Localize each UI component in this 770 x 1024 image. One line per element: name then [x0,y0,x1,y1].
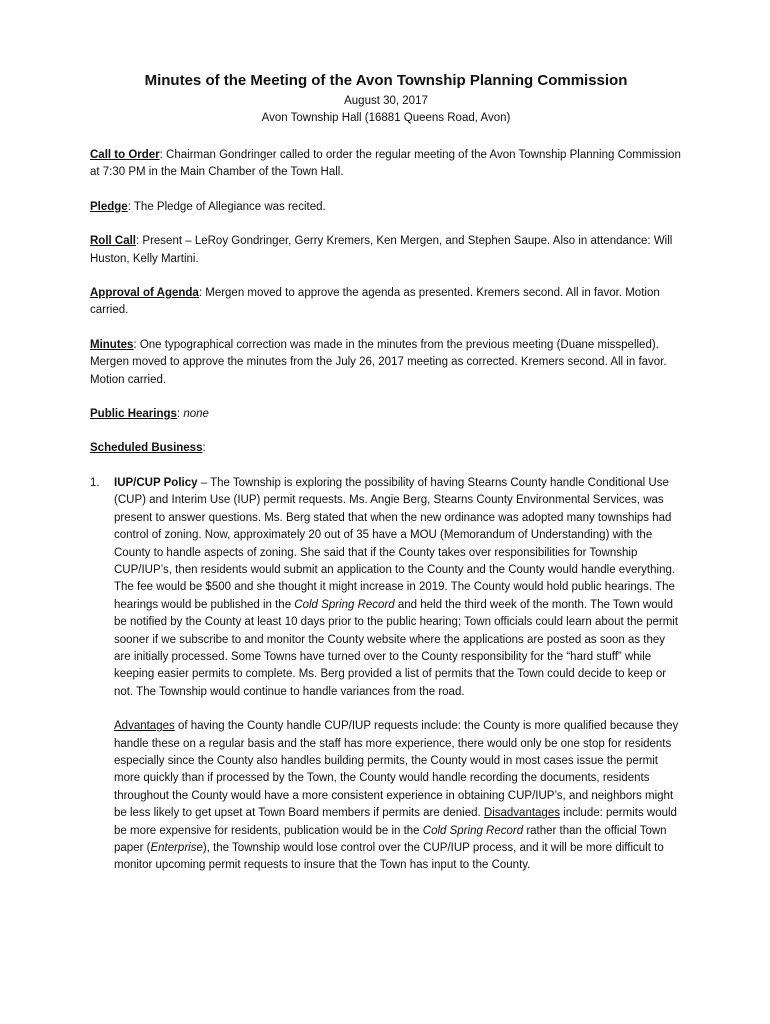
public-hearings-colon: : [176,408,184,421]
call-to-order-paragraph [90,147,682,182]
minutes-label: Minutes [90,338,134,351]
item-body [114,475,682,875]
meeting-date: August 30, 2017 [344,95,428,107]
pledge-paragraph [90,199,682,216]
item-number: 1. [90,476,100,489]
public-hearings-value: none [183,408,209,421]
item-title: IUP/CUP Policy [114,476,198,489]
item-text-b: and held the third week of the month. The Town would be notified by the County at least 10 days prior to the public hearing; Town officials could learn about the permit sooner if we subscribe to and monitor the County website where the applications are posted as soon as they are initially processed. Some Towns have turned over to the County responsibility for the “hard stuff” while keeping easier permits to complete. Ms. Berg provided a list of permits that the Town could decide to keep or not. The Township would continue to handle variances from the road. [114,598,679,698]
list-item [90,475,682,875]
approval-agenda-text: : Mergen moved to approve the agenda as presented. Kremers second. All in favor. Motion carried. [90,287,660,317]
roll-call-paragraph [90,233,682,268]
advantages-paragraph [114,718,682,875]
document-title: Minutes of the Meeting of the Avon Township Planning Commission [144,72,628,89]
pledge-label: Pledge [90,200,128,213]
disadvantages-label: Disadvantages [483,807,560,820]
approval-agenda-label: Approval of Agenda [90,287,199,300]
scheduled-business-colon: : [202,442,206,455]
advantages-text: of having the County handle CUP/IUP requests include: the County is more qualified because they handle these on a regular basis and the staff has more experience, there would only be one stop for residents especially since the County also handles building permits, the County would in most cases issue the permit more quickly than if processed by the Town, the County would handle recording the documents, residents throughout the County would have a more consistent experience in obtaining CUP/IUP’s, and neighbors might be less likely to get upset at Town Board members if permits are denied. [114,720,679,820]
scheduled-business-heading [90,440,682,457]
roll-call-label: Roll Call [90,235,137,248]
disadvantages-text-a: include: permits would be more expensive for residents, publication would be in the [114,807,677,837]
disadvantages-text-b: rather than the official Town paper ( [114,824,667,854]
minutes-text: : One typographical correction was made in the minutes from the previous meeting (Duane misspelled). Mergen moved to approve the minutes from the July 26, 2017 meeting as corrected. Kremers second. All in favor. Motion carried. [90,338,667,386]
public-hearings-paragraph [90,406,682,423]
pledge-text: : The Pledge of Allegiance was recited. [127,200,326,213]
item-paragraph [114,475,682,701]
cold-spring-record-ref: Cold Spring Record [294,598,395,611]
item-text-a: – The Township is exploring the possibility of having Stearns County handle Conditional Use (CUP) and Interim Use (IUP) permit requests. Ms. Angie Berg, Stearns County Environmental Services, was present to answer questions. Ms. Berg stated that when the new ordinance was adopted many townships had control of zoning. Now, approximately 20 out of 35 have a MOU (Memorandum of Understanding) with the County to handle aspects of zoning. She said that if the County takes over responsibilities for Township CUP/IUP’s, then residents would submit an application to the County and the County would handle everything. The fee would be $500 and she thought it might increase in 2019. The County would hold public hearings. The hearings would be published in the [114,476,676,611]
public-hearings-label: Public Hearings [90,408,177,421]
enterprise-ref: Enterprise [150,842,203,854]
cold-spring-record-ref-2: Cold Spring Record [422,824,524,837]
minutes-paragraph [90,337,682,389]
meeting-location: Avon Township Hall (16881 Queens Road, Avon) [261,112,511,124]
roll-call-text: : Present – LeRoy Gondringer, Gerry Kremers, Ken Mergen, and Stephen Saupe. Also in attendance: Will Huston, Kelly Martini. [90,235,673,265]
scheduled-business-label: Scheduled Business [90,442,203,455]
approval-agenda-paragraph [90,285,682,320]
call-to-order-label: Call to Order [90,149,160,161]
advantages-label: Advantages [114,720,175,733]
disadvantages-text-c: ), the Township would lose control over the CUP/IUP process, and it will be more difficult to monitor upcoming permit requests to insure that the Town has input to the County. [114,842,664,872]
call-to-order-text: : Chairman Gondringer called to order the regular meeting of the Avon Township Planning Commission at 7:30 PM in the Main Chamber of the Town Hall. [90,149,681,179]
